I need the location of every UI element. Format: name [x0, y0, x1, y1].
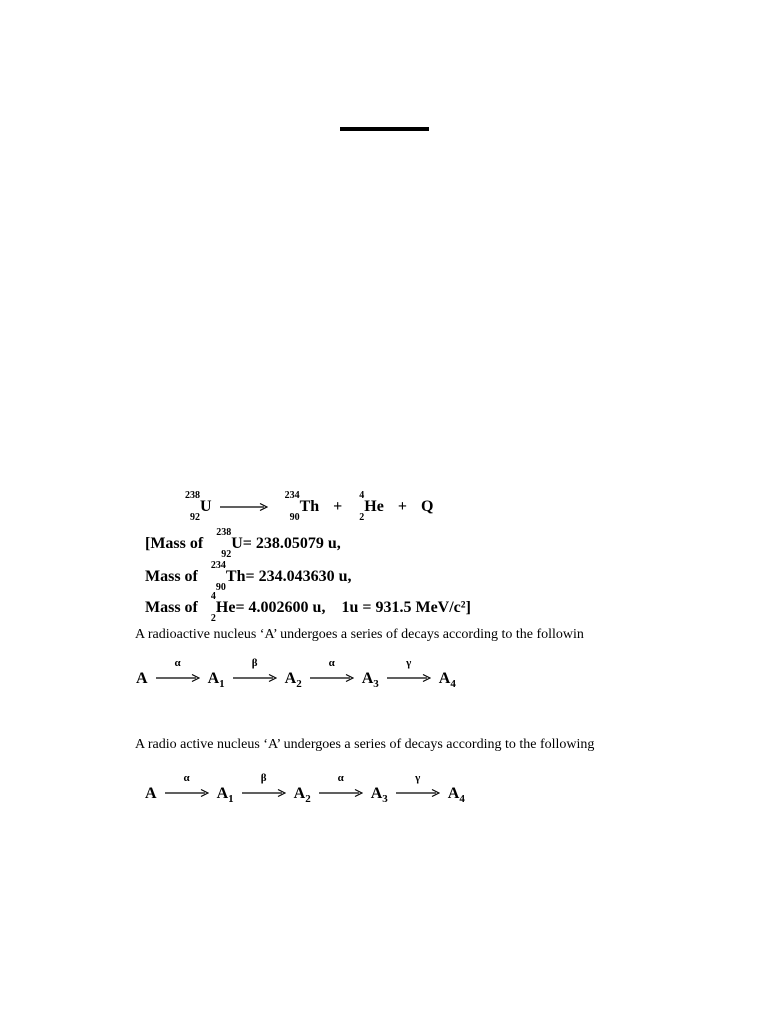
alpha-arrow: α — [165, 785, 209, 803]
mass-line-thorium: Mass of 234 90 Th= 234.043630 u, — [145, 560, 352, 593]
gamma-arrow: γ — [387, 670, 431, 688]
mass-line-helium: Mass of 4 2 He= 4.002600 u, 1u = 931.5 MeV/c²] — [145, 591, 471, 624]
uranium-238: 238 92 U — [185, 490, 212, 523]
gamma-arrow: γ — [396, 785, 440, 803]
alpha-arrow: α — [156, 670, 200, 688]
question-2-text: A radio active nucleus ‘A’ undergoes a series of decays according to the following — [135, 737, 595, 752]
beta-arrow: β — [242, 785, 286, 803]
mass-line-uranium: [Mass of 238 92 U= 238.05079 u, — [145, 527, 341, 560]
thorium-234: 234 90 Th — [284, 490, 320, 523]
question-1-text: A radioactive nucleus ‘A’ undergoes a series of decays according to the followin — [135, 627, 584, 642]
helium-4: 4 2 He — [359, 490, 384, 523]
decay-chain-1: A α $A_1$ β $A_2$ α $A_3$ γ $A_4$ — [136, 657, 456, 690]
alpha-arrow: α — [310, 670, 354, 688]
reaction-arrow — [220, 502, 268, 512]
decay-chain-2: A α $A_1$ β $A_2$ α $A_3$ γ $A_4$ — [145, 772, 465, 805]
alpha-arrow: α — [319, 785, 363, 803]
alpha-decay-equation: 238 92 U 234 90 Th + 4 2 He + Q — [185, 490, 434, 523]
beta-arrow: β — [233, 670, 277, 688]
title-rule — [340, 127, 429, 131]
